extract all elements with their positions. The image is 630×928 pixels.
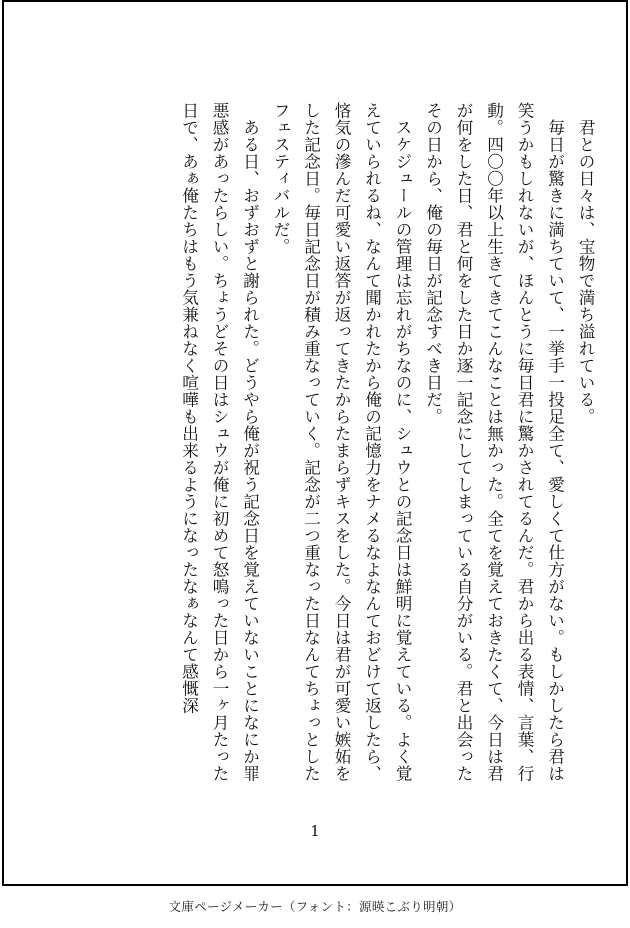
page-number: 1 xyxy=(310,822,320,840)
footer-caption: 文庫ページメーカー（フォント：源暎こぶり明朝） xyxy=(168,899,462,914)
book-page xyxy=(2,0,628,886)
vertical-text-body xyxy=(80,102,600,792)
paragraph-4: ある日、おずおずと謝られた。どうやら俺が祝う記念日を覚えていないことになにか罪悪感があったらしい。ちょうどその日はシュウが俺に初めて怒鳴った日から一ヶ月たった日で、あぁ俺たちはもう気兼ねなく喧嘩も出来るようになったなぁなんて感慨深 xyxy=(179,102,260,782)
paragraph-3: スケジュールの管理は忘れがちなのに、シュウとの記念日は鮮明に覚えている。よく覚えていられるね、なんて聞かれたから俺の記憶力をナメるなよなんておどけて返したら、悋気の滲んだ可愛い返答が返ってきたからたまらずキスをした。今日は君が可愛い嫉妬をした記念日。毎日記念日が積み重なっていく。記念が二つ重なった日なんてちょっとしたフェスティバルだ。 xyxy=(271,102,412,782)
paragraph-1: 君との日々は、宝物で満ち溢れている。 xyxy=(576,118,595,425)
paragraph-2: 毎日が驚きに満ちていて、一挙手一投足全て、愛しくて仕方がない。もしかしたら君は笑うかもしれないが、ほんとうに毎日君に驚かされてるんだ。君から出る表情、言葉、行動。四〇〇年以上生きてきてこんなことは無かった。全てを覚えておきたくて、今日は君が何をした日、君と何をした日か逐一記念にしてしまっている自分がいる。君と出会ったその日から、俺の毎日が記念すべき日だ。 xyxy=(423,102,565,782)
